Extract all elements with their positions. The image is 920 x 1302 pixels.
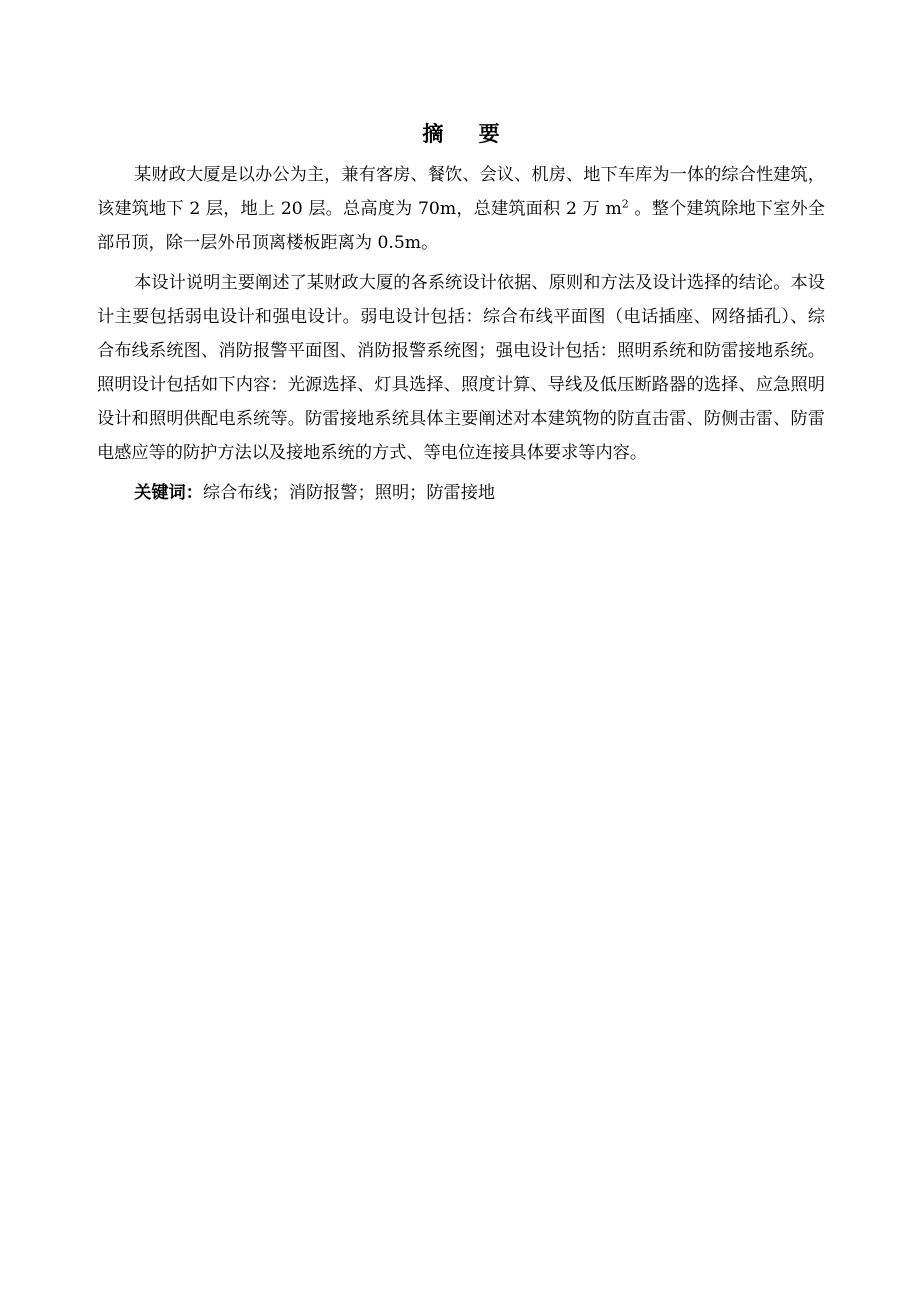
area-unit-superscript: 2	[621, 197, 629, 211]
abstract-paragraph-2: 本设计说明主要阐述了某财政大厦的各系统设计依据、原则和方法及设计选择的结论。本设计主要包括弱电设计和强电设计。弱电设计包括：综合布线平面图（电话插座、网络插孔）、综合布线系统图、消防报警平面图、消防报警系统图；强电设计包括：照明系统和防雷接地系统。照明设计包括如下内容：光源选择、灯具选择、照度计算、导线及低压断路器的选择、应急照明设计和照明供配电系统等。防雷接地系统具体主要阐述对本建筑物的防直击雷、防侧击雷、防雷电感应等的防护方法以及接地系统的方式、等电位连接具体要求等内容。	[97, 273, 825, 463]
keywords-line	[97, 476, 825, 510]
abstract-title: 摘 要	[422, 122, 514, 146]
abstract-paragraph-1	[97, 158, 825, 260]
paragraph-1-tail: 。整个建筑除地下室外全部吊顶，除一层外吊顶离楼板距离为 0.5m。	[97, 199, 825, 253]
keywords-text: 综合布线；消防报警；照明；防雷接地	[202, 483, 496, 503]
abstract-section	[97, 116, 825, 510]
paragraph-1-text: 某财政大厦是以办公为主，兼有客房、餐饮、会议、机房、地下车库为一体的综合性建筑，该建筑地下 2 层，地上 20 层。总高度为 70m，总建筑面积 2 万 m	[97, 165, 825, 219]
keywords-label: 关键词：	[134, 483, 203, 503]
